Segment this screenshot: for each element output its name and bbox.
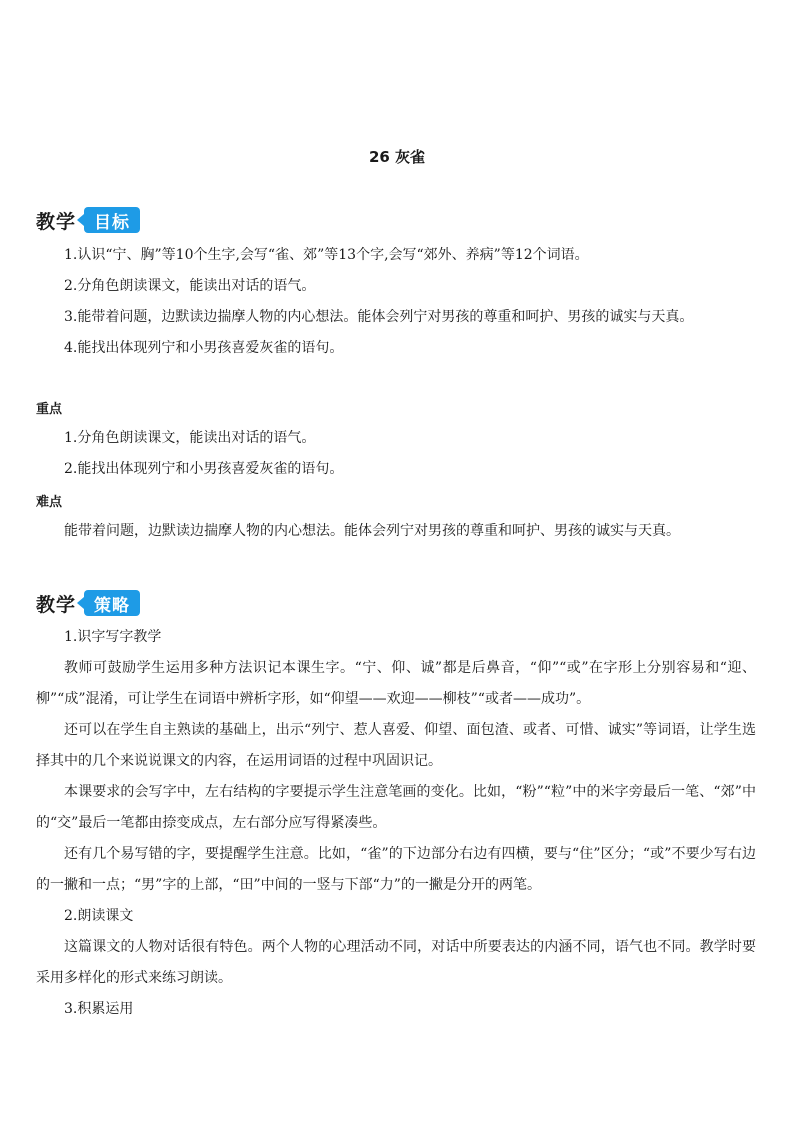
section-header-goals [36, 206, 140, 234]
goal-item: 2.分角色朗读课文，能读出对话的语气。 [64, 278, 316, 294]
strategy-content [36, 622, 756, 1025]
strategy-paragraph: 这篇课文的人物对话很有特色。两个人物的心理活动不同，对话中所要表达的内涵不同，语气也不同。教学时要采用多样化的形式来练习朗读。 [36, 939, 756, 986]
section-badge: 目标 [84, 207, 140, 233]
section-badge: 策略 [84, 590, 140, 616]
goal-item: 3.能带着问题，边默读边揣摩人物的内心想法。能体会列宁对男孩的尊重和呵护、男孩的诚实与天真。 [64, 309, 694, 325]
strategy-paragraph: 还可以在学生自主熟读的基础上，出示“列宁、惹人喜爱、仰望、面包渣、或者、可惜、诚实”等词语，让学生选择其中的几个来说说课文的内容，在运用词语的过程中巩固识记。 [36, 722, 756, 769]
key-points [36, 397, 756, 485]
strategy-paragraph: 教师可鼓励学生运用多种方法识记本课生字。“宁、仰、诚”都是后鼻音，“仰”“或”在字形上分别容易和“迎、柳”“成”混淆，可让学生在词语中辨析字形，如“仰望——欢迎——柳枝”“或者——成功”。 [36, 660, 756, 707]
section-label: 教学 [36, 593, 77, 616]
goal-item: 4.能找出体现列宁和小男孩喜爱灰雀的语句。 [64, 340, 344, 356]
key-points-label: 重点 [36, 402, 63, 417]
strategy-heading: 3.积累运用 [64, 1001, 134, 1017]
goal-item: 1.认识“宁、胸”等10个生字,会写“雀、郊”等13个字,会写“郊外、养病”等12个词语。 [64, 247, 589, 263]
difficulties-text: 能带着问题，边默读边揣摩人物的内心想法。能体会列宁对男孩的尊重和呵护、男孩的诚实与天真。 [64, 523, 680, 539]
section-label: 教学 [36, 210, 77, 233]
strategy-heading: 2.朗读课文 [64, 908, 134, 924]
difficulties-label: 难点 [36, 495, 63, 510]
key-point-item: 2.能找出体现列宁和小男孩喜爱灰雀的语句。 [64, 461, 344, 477]
strategy-heading: 1.识字写字教学 [64, 629, 162, 645]
strategy-paragraph: 还有几个易写错的字，要提醒学生注意。比如，“雀”的下边部分右边有四横，要与“住”区分；“或”不要少写右边的一撇和一点；“男”字的上部，“田”中间的一竖与下部“力”的一撇是分开的两笔。 [36, 846, 756, 893]
strategy-paragraph: 本课要求的会写字中，左右结构的字要提示学生注意笔画的变化。比如，“粉”“粒”中的米字旁最后一笔、“郊”中的“交”最后一笔都由捺变成点，左右部分应写得紧凑些。 [36, 784, 756, 831]
goals-list [36, 240, 756, 364]
section-header-strategy [36, 589, 140, 617]
key-point-item: 1.分角色朗读课文，能读出对话的语气。 [64, 430, 316, 446]
difficulties [36, 490, 756, 547]
lesson-title: 26 灰雀 [368, 148, 426, 166]
